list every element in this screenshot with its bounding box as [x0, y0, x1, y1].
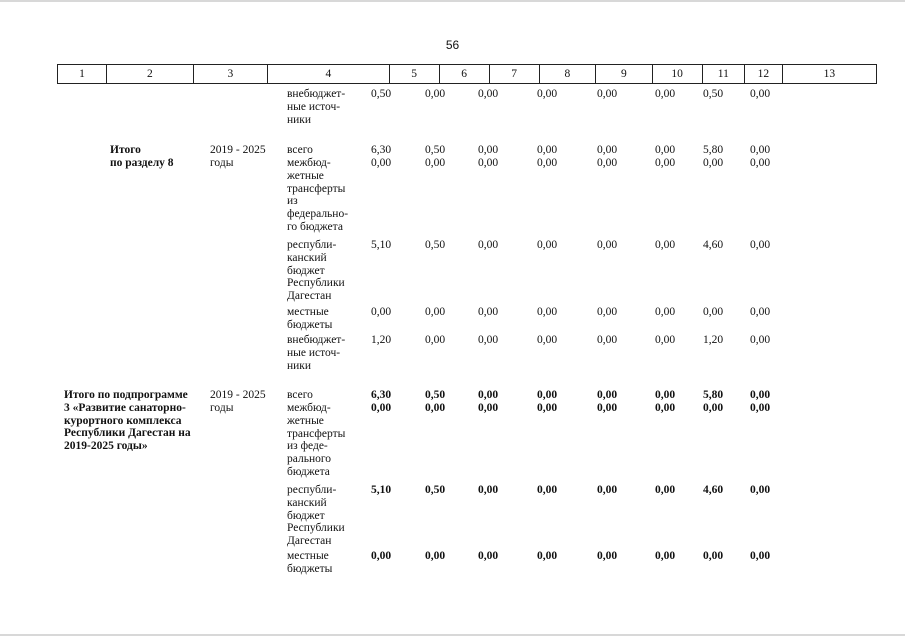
- value-col-7: 0,00: [478, 239, 499, 251]
- value-col-11: 5,80: [703, 389, 724, 401]
- value-col-5: 0,00: [371, 550, 392, 562]
- header-col-12: 12: [745, 65, 783, 83]
- value-col-8: 0,00: [537, 402, 558, 414]
- value-col-11: 5,80: [703, 144, 724, 156]
- value-col-10: 0,00: [655, 402, 676, 414]
- value-col-10: 0,00: [655, 306, 676, 318]
- header-col-8: 8: [540, 65, 597, 83]
- funding-source: межбюд- жетные трансферты из федерально- го бюджета: [287, 157, 349, 233]
- value-col-9: 0,00: [597, 389, 618, 401]
- value-col-11: 0,00: [703, 402, 724, 414]
- value-col-11: 4,60: [703, 239, 724, 251]
- value-col-11: 0,50: [703, 88, 724, 100]
- value-col-8: 0,00: [537, 88, 558, 100]
- header-col-10: 10: [653, 65, 703, 83]
- header-col-13: 13: [823, 68, 836, 80]
- value-col-6: 0,00: [425, 402, 446, 414]
- value-col-10: 0,00: [655, 484, 676, 496]
- value-col-12: 0,00: [750, 334, 771, 346]
- value-col-8: 0,00: [537, 484, 558, 496]
- value-col-9: 0,00: [597, 484, 618, 496]
- value-col-8: 0,00: [537, 157, 558, 169]
- value-col-7: 0,00: [478, 334, 499, 346]
- funding-source: внебюджет- ные источ- ники: [287, 334, 346, 372]
- funding-source: республи- канский бюджет Республики Дагестан: [287, 239, 345, 303]
- value-col-6: 0,50: [425, 239, 446, 251]
- value-col-7: 0,00: [478, 484, 499, 496]
- value-col-7: 0,00: [478, 402, 499, 414]
- subprogram3-label: Итого по подпрограмме 3 «Развитие санаторно- курортного комплекса Республики Дагестан на 2019-2025 годы»: [64, 389, 191, 453]
- scan-edge-top: [0, 0, 905, 2]
- value-col-9: 0,00: [597, 157, 618, 169]
- value-col-6: 0,50: [425, 144, 446, 156]
- header-col-5: 5: [390, 65, 440, 83]
- value-col-5: 0,00: [371, 306, 392, 318]
- value-col-11: 0,00: [703, 550, 724, 562]
- value-col-9: 0,00: [597, 402, 618, 414]
- value-col-5: 1,20: [371, 334, 392, 346]
- value-col-5: 6,30: [371, 389, 392, 401]
- value-col-12: 0,00: [750, 157, 771, 169]
- header-col-4: 4: [268, 65, 390, 83]
- page-number: 56: [445, 38, 460, 52]
- value-col-6: 0,00: [425, 306, 446, 318]
- value-col-6: 0,00: [425, 157, 446, 169]
- value-col-6: 0,00: [425, 550, 446, 562]
- value-col-11: 0,00: [703, 157, 724, 169]
- header-col-3: 3: [194, 65, 268, 83]
- value-col-8: 0,00: [537, 239, 558, 251]
- value-col-6: 0,50: [425, 484, 446, 496]
- value-col-11: 0,00: [703, 306, 724, 318]
- funding-source: всего: [287, 389, 313, 401]
- funding-source: республи- канский бюджет Республики Дагестан: [287, 484, 345, 548]
- subprogram3-period: 2019 - 2025 годы: [210, 389, 266, 414]
- value-col-8: 0,00: [537, 550, 558, 562]
- funding-source: межбюд- жетные трансферты из феде- рального бюджета: [287, 402, 346, 478]
- value-col-10: 0,00: [655, 550, 676, 562]
- value-col-8: 0,00: [537, 389, 558, 401]
- value-col-5: 5,10: [371, 484, 392, 496]
- value-col-12: 0,00: [750, 306, 771, 318]
- header-col-6: 6: [440, 65, 490, 83]
- value-col-10: 0,00: [655, 88, 676, 100]
- value-col-10: 0,00: [655, 334, 676, 346]
- value-col-12: 0,00: [750, 239, 771, 251]
- funding-source: местные бюджеты: [287, 550, 333, 575]
- value-col-7: 0,00: [478, 157, 499, 169]
- value-col-9: 0,00: [597, 88, 618, 100]
- value-col-7: 0,00: [478, 550, 499, 562]
- header-col-7: 7: [490, 65, 540, 83]
- funding-source: местные бюджеты: [287, 306, 333, 331]
- value-col-5: 5,10: [371, 239, 392, 251]
- scan-edge-bottom: [0, 634, 905, 636]
- value-col-8: 0,00: [537, 334, 558, 346]
- value-col-5: 0,50: [371, 88, 392, 100]
- section8-period: 2019 - 2025 годы: [210, 144, 266, 169]
- value-col-5: 0,00: [371, 157, 392, 169]
- value-col-12: 0,00: [750, 402, 771, 414]
- value-col-12: 0,00: [750, 389, 771, 401]
- value-col-12: 0,00: [750, 88, 771, 100]
- value-col-10: 0,00: [655, 157, 676, 169]
- value-col-6: 0,50: [425, 389, 446, 401]
- header-col-9: 9: [596, 65, 653, 83]
- value-col-9: 0,00: [597, 239, 618, 251]
- value-col-11: 4,60: [703, 484, 724, 496]
- value-col-10: 0,00: [655, 239, 676, 251]
- value-col-7: 0,00: [478, 144, 499, 156]
- table-header-row: [57, 64, 877, 84]
- value-col-12: 0,00: [750, 484, 771, 496]
- funding-source: внебюджет- ные источ- ники: [287, 88, 346, 126]
- value-col-10: 0,00: [655, 389, 676, 401]
- value-col-6: 0,00: [425, 88, 446, 100]
- header-col-1: 1: [58, 65, 107, 83]
- value-col-12: 0,00: [750, 144, 771, 156]
- header-col-11: 11: [703, 65, 745, 83]
- value-col-10: 0,00: [655, 144, 676, 156]
- value-col-8: 0,00: [537, 144, 558, 156]
- value-col-5: 6,30: [371, 144, 392, 156]
- value-col-7: 0,00: [478, 389, 499, 401]
- value-col-9: 0,00: [597, 334, 618, 346]
- funding-source: всего: [287, 144, 313, 156]
- value-col-9: 0,00: [597, 144, 618, 156]
- value-col-9: 0,00: [597, 306, 618, 318]
- value-col-7: 0,00: [478, 306, 499, 318]
- value-col-11: 1,20: [703, 334, 724, 346]
- value-col-9: 0,00: [597, 550, 618, 562]
- value-col-6: 0,00: [425, 334, 446, 346]
- value-col-5: 0,00: [371, 402, 392, 414]
- section8-label: Итого по разделу 8: [110, 144, 174, 169]
- value-col-7: 0,00: [478, 88, 499, 100]
- header-col-2: 2: [107, 65, 194, 83]
- value-col-12: 0,00: [750, 550, 771, 562]
- value-col-8: 0,00: [537, 306, 558, 318]
